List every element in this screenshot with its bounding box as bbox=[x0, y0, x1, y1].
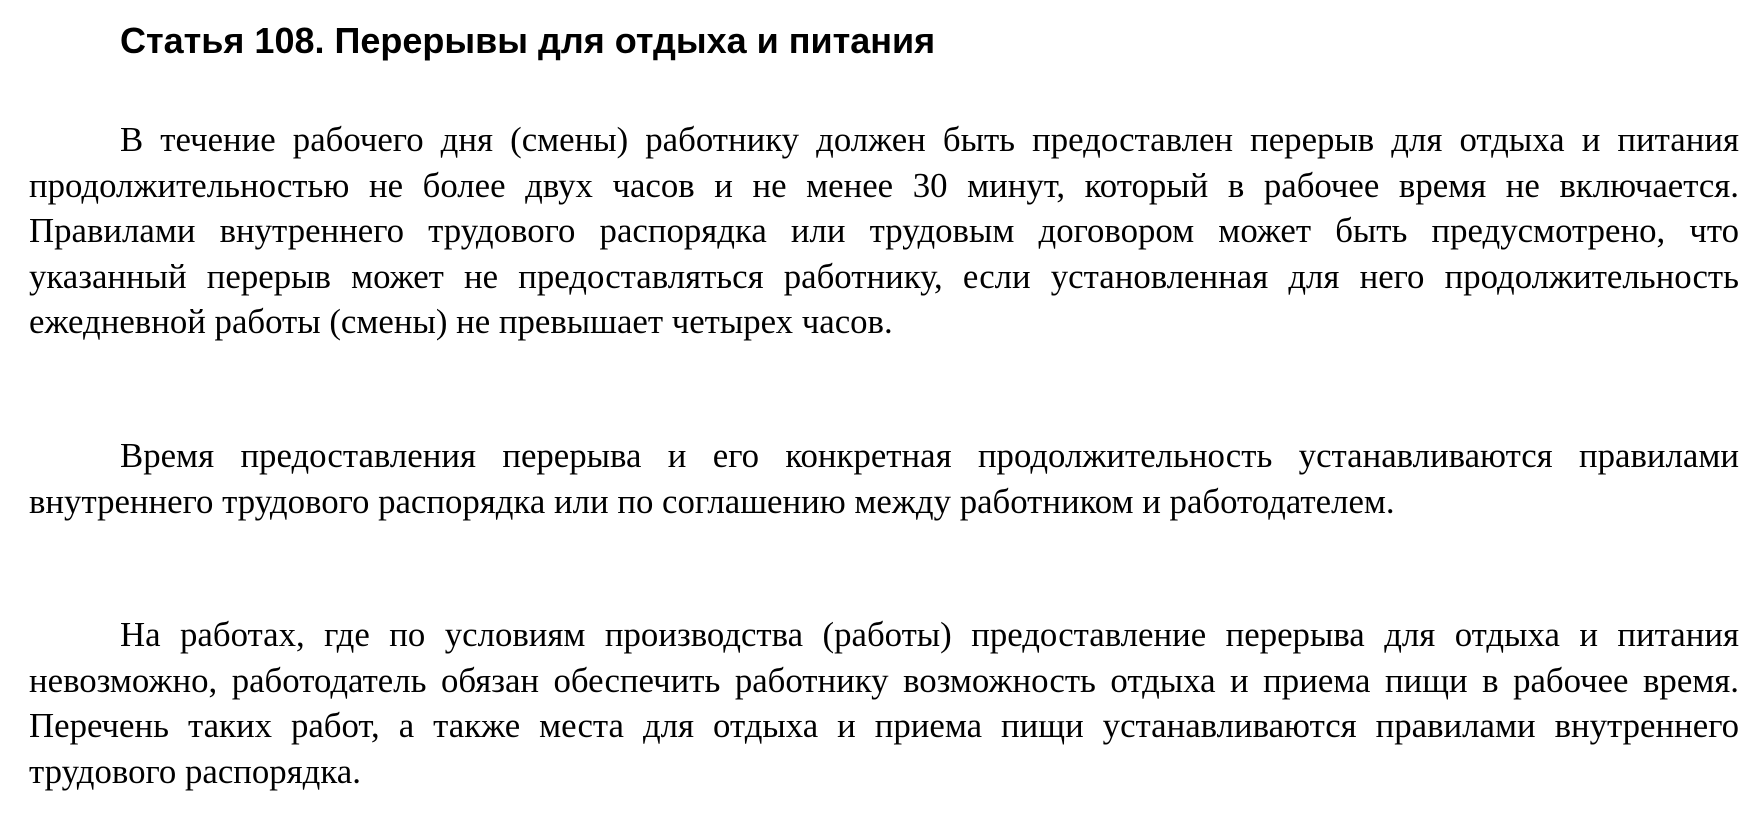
article-title: Статья 108. Перерывы для отдыха и питания bbox=[120, 20, 936, 61]
paragraph-1: В течение рабочего дня (смены) работнику должен быть предоставлен перерыв для отдыха и питания продолжительностью не более двух часов и не менее 30 минут, который в рабочее время не включается. Правилами внутреннего трудового распорядка или трудовым договором может быть предусмотрено, что указанный перерыв может не предоставляться работнику, если установленная для него продолжительность ежедневной работы (смены) не превышает четырех часов. bbox=[29, 120, 1739, 342]
paragraph-2: Время предоставления перерыва и его конкретная продолжительность устанавливаются правилами внутреннего трудового распорядка или по соглашению между работником и работодателем. bbox=[29, 436, 1739, 521]
paragraph-3: На работах, где по условиям производства (работы) предоставление перерыва для отдыха и питания невозможно, работодатель обязан обеспечить работнику возможность отдыха и приема пищи в рабочее время. Перечень таких работ, а также места для отдыха и приема пищи устанавливаются правилами внутреннего трудового распорядка. bbox=[29, 615, 1739, 791]
